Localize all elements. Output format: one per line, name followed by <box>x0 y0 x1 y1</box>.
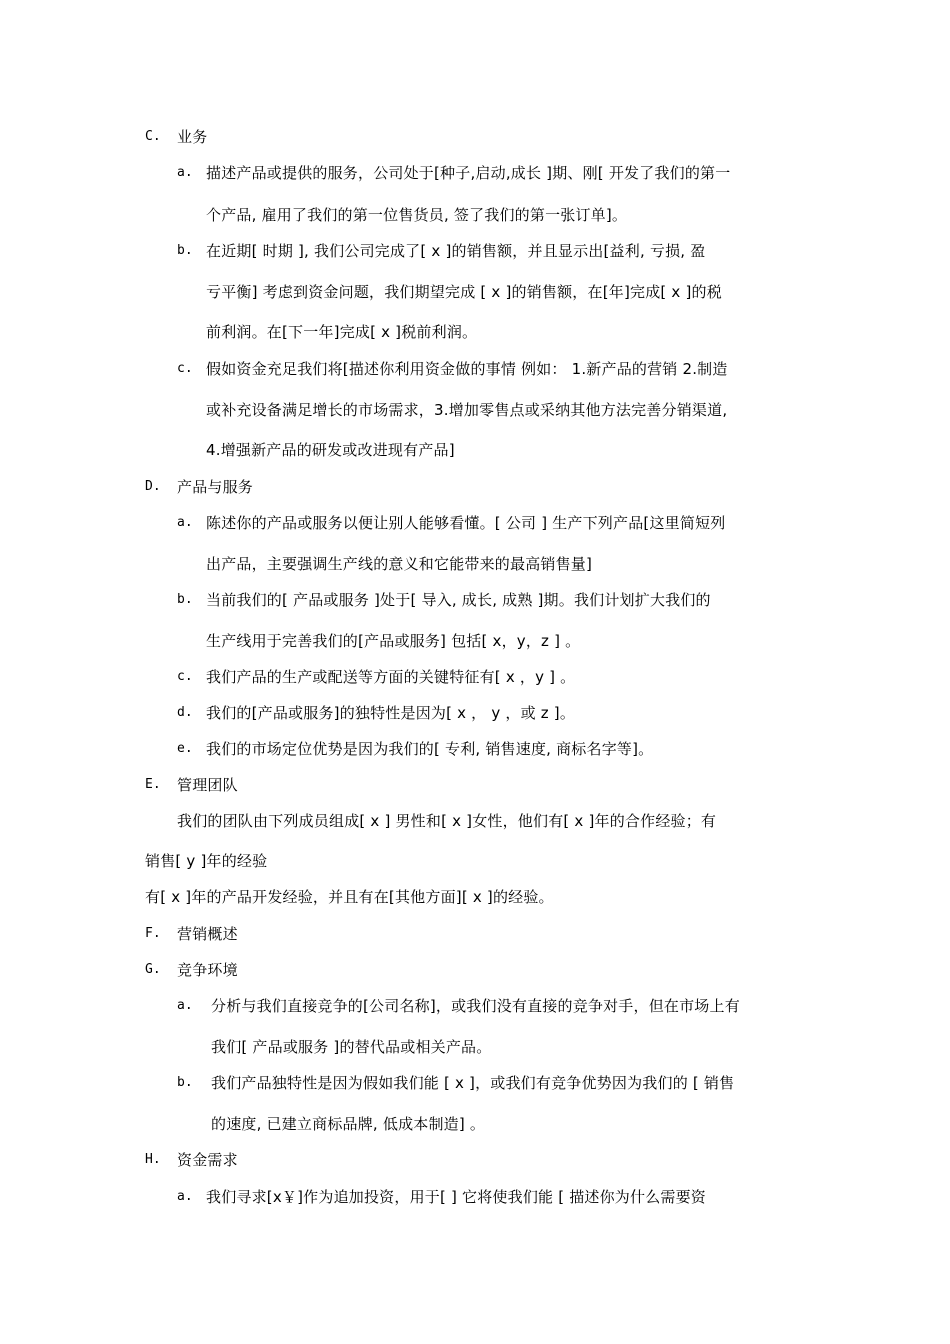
section-c-title: 业务 <box>177 128 208 146</box>
section-f-letter: F. <box>145 926 161 941</box>
d-b-mark: b. <box>177 592 193 607</box>
section-d-letter: D. <box>145 479 161 494</box>
c-a-mark: a. <box>177 165 193 180</box>
section-g-letter: G. <box>145 962 161 977</box>
section-d-title: 产品与服务 <box>177 478 254 496</box>
d-b-line-2: 生产线用于完善我们的[产品或服务] 包括[ x，y，z ] 。 <box>206 632 581 650</box>
e-paragraph-line-3: 有[ x ]年的产品开发经验，并且有在[其他方面][ x ]的经验。 <box>145 888 554 906</box>
section-c-letter: C. <box>145 129 161 144</box>
d-a-mark: a. <box>177 515 193 530</box>
d-a-line-2: 出产品，主要强调生产线的意义和它能带来的最高销售量] <box>206 555 593 573</box>
c-c-line-2: 或补充设备满足增长的市场需求，3.增加零售点或采纳其他方法完善分销渠道, <box>206 401 728 419</box>
section-g-title: 竞争环境 <box>177 961 238 979</box>
section-h-title: 资金需求 <box>177 1151 238 1169</box>
section-e-letter: E. <box>145 777 161 792</box>
c-b-line-3: 前利润。在[下一年]完成[ x ]税前利润。 <box>206 323 478 341</box>
e-paragraph-line-1: 我们的团队由下列成员组成[ x ] 男性和[ x ]女性，他们有[ x ]年的合作经验；有 <box>177 812 717 830</box>
d-c-line-1: 我们产品的生产或配送等方面的关键特征有[ x ，y ] 。 <box>206 668 576 686</box>
g-a-mark: a. <box>177 998 193 1013</box>
c-c-mark: c. <box>177 361 193 376</box>
g-b-line-2: 的速度, 已建立商标品牌, 低成本制造] 。 <box>211 1115 486 1133</box>
d-d-line-1: 我们的[产品或服务]的独特性是因为[ x ， y ，或 z ]。 <box>206 704 576 722</box>
h-a-line-1: 我们寻求[x￥]作为追加投资，用于[ ] 它将使我们能 [ 描述你为什么需要资 <box>206 1188 707 1206</box>
section-f-title: 营销概述 <box>177 925 238 943</box>
d-e-mark: e. <box>177 741 193 756</box>
c-a-line-2: 个产品, 雇用了我们的第一位售货员, 签了我们的第一张订单]。 <box>206 206 628 224</box>
c-b-line-2: 亏平衡] 考虑到资金问题，我们期望完成 [ x ]的销售额，在[年]完成[ x ]的税 <box>206 283 722 301</box>
d-e-line-1: 我们的市场定位优势是因为我们的[ 专利, 销售速度, 商标名字等]。 <box>206 740 654 758</box>
section-e-title: 管理团队 <box>177 776 238 794</box>
h-a-mark: a. <box>177 1189 193 1204</box>
c-a-line-1: 描述产品或提供的服务，公司处于[种子,启动,成长 ]期、刚[ 开发了我们的第一 <box>206 164 731 182</box>
section-h-letter: H. <box>145 1152 161 1167</box>
d-b-line-1: 当前我们的[ 产品或服务 ]处于[ 导入, 成长, 成熟 ]期。我们计划扩大我们的 <box>206 591 711 609</box>
g-b-mark: b. <box>177 1075 193 1090</box>
c-b-mark: b. <box>177 243 193 258</box>
e-paragraph-line-2: 销售[ y ]年的经验 <box>145 852 268 870</box>
c-c-line-1: 假如资金充足我们将[描述你利用资金做的事情 例如： 1.新产品的营销 2.制造 <box>206 360 728 378</box>
d-a-line-1: 陈述你的产品或服务以便让别人能够看懂。[ 公司 ] 生产下列产品[这里简短列 <box>206 514 726 532</box>
c-b-line-1: 在近期[ 时期 ], 我们公司完成了[ x ]的销售额，并且显示出[益利, 亏损, 盈 <box>206 242 706 260</box>
d-d-mark: d. <box>177 705 193 720</box>
g-b-line-1: 我们产品独特性是因为假如我们能 [ x ]，或我们有竞争优势因为我们的 [ 销售 <box>211 1074 735 1092</box>
c-c-line-3: 4.增强新产品的研发或改进现有产品] <box>206 441 455 459</box>
d-c-mark: c. <box>177 669 193 684</box>
g-a-line-1: 分析与我们直接竞争的[公司名称]，或我们没有直接的竞争对手，但在市场上有 <box>211 997 740 1015</box>
g-a-line-2: 我们[ 产品或服务 ]的替代品或相关产品。 <box>211 1038 492 1056</box>
